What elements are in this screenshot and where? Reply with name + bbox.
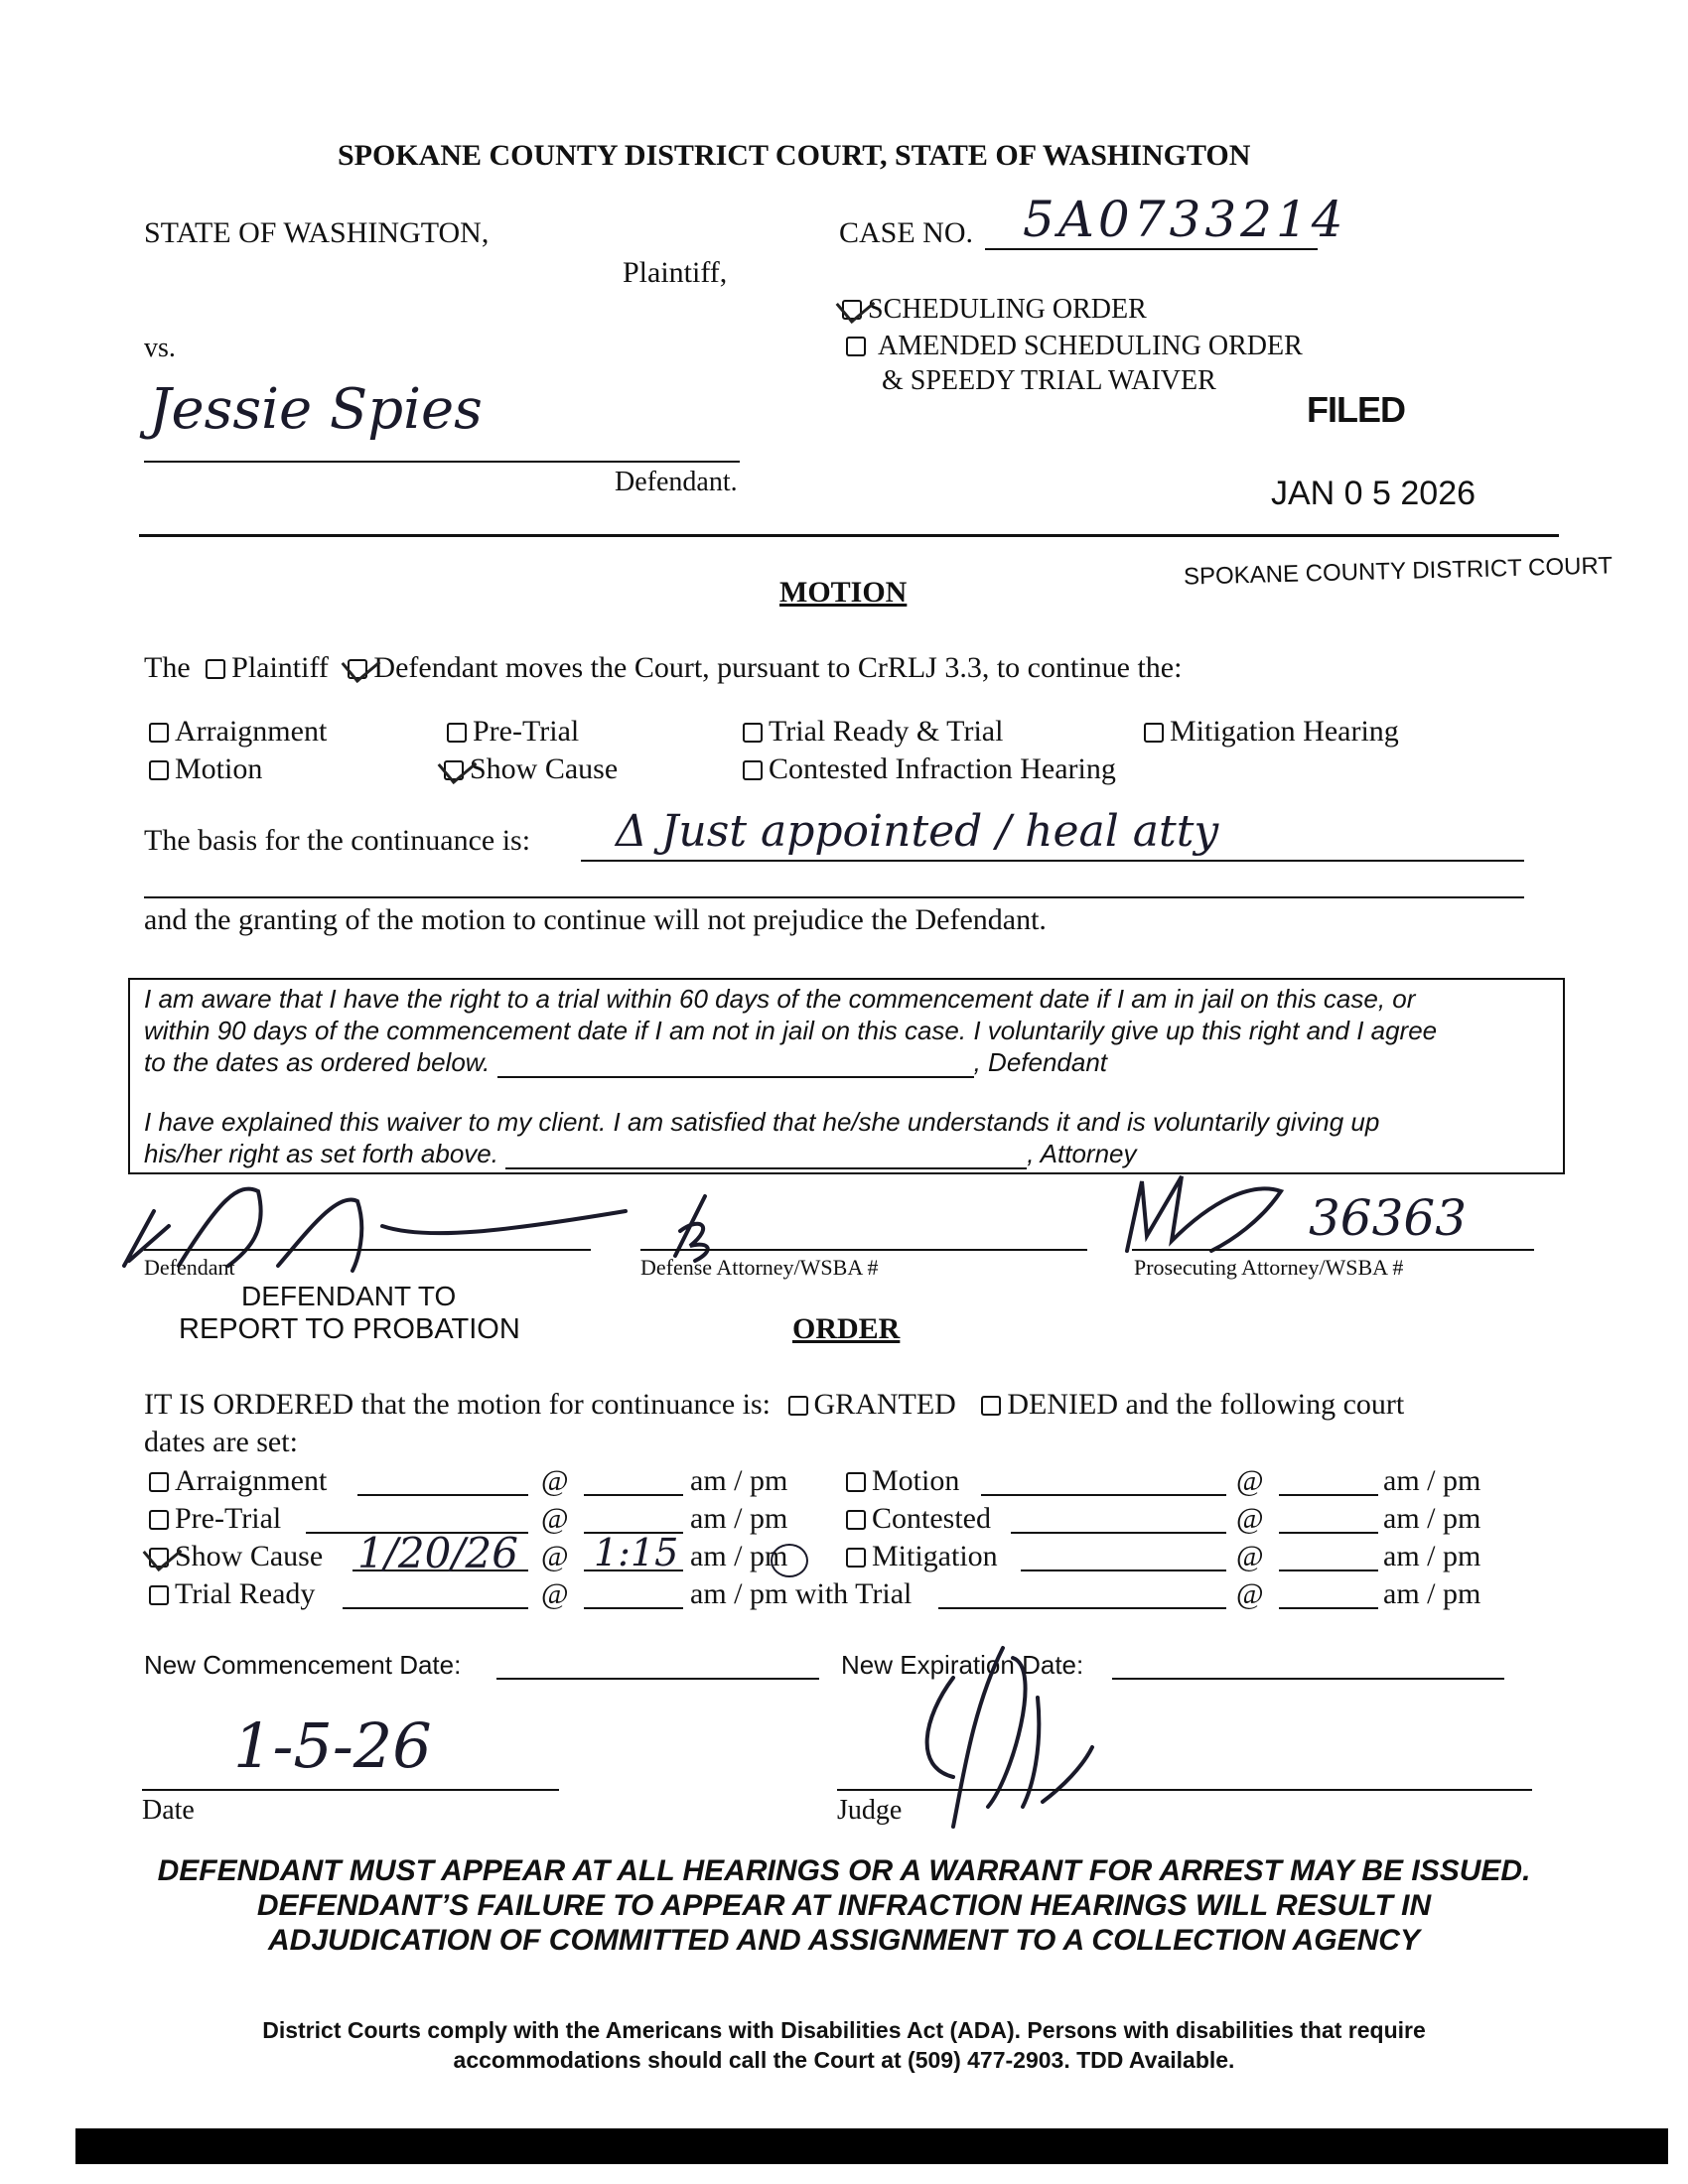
order-row-arraignment (149, 1464, 327, 1498)
warning-line-1: DEFENDANT MUST APPEAR AT ALL HEARINGS OR A WARRANT FOR ARREST MAY BE ISSUED. (157, 1854, 1531, 1887)
order-trial-ready-label: Trial Ready (175, 1577, 316, 1610)
defendant-signature-label: Defendant (144, 1255, 235, 1280)
trial-ready-label: Trial Ready & Trial (769, 715, 1004, 748)
order-row-mitigation (846, 1540, 998, 1573)
motion-party-line (144, 651, 1182, 685)
waiver-attorney-label: , Attorney (1027, 1139, 1137, 1168)
pretrial-at: @ (541, 1502, 569, 1535)
order-row-contested (846, 1502, 991, 1536)
header-divider (139, 534, 1559, 537)
trial-ready-date-line[interactable] (343, 1607, 528, 1609)
mitigation-checkbox[interactable] (1144, 723, 1164, 743)
trial-at: @ (1236, 1577, 1264, 1610)
case-no-label: CASE NO. (839, 216, 974, 249)
trial-date-line[interactable] (938, 1607, 1226, 1609)
order-heading: ORDER (792, 1312, 901, 1345)
new-commencement-label: New Commencement Date: (144, 1650, 462, 1680)
waiver-defendant-label: , Defendant (973, 1047, 1108, 1077)
waiver-line-1: I am aware that I have the right to a trial within 60 days of the commencement date if I am in jail on this case, or (144, 984, 1416, 1014)
show-cause-ampm: am / pm (690, 1540, 788, 1572)
waiver-rights-text: his/her right as set forth above. (144, 1139, 498, 1168)
order-show-cause-label: Show Cause (175, 1540, 324, 1572)
contested-label: Contested Infraction Hearing (769, 752, 1116, 785)
defendant-signature-line (144, 1249, 591, 1251)
order-motion-label: Motion (872, 1464, 960, 1497)
filed-stamp-court: SPOKANE COUNTY DISTRICT COURT (1183, 552, 1614, 591)
order-arraignment-checkbox[interactable] (149, 1472, 169, 1492)
trial-ready-at: @ (541, 1577, 569, 1610)
order-contested-label: Contested (872, 1502, 991, 1535)
ordered-tail: and the following court (1125, 1388, 1405, 1421)
date-line (142, 1789, 559, 1791)
order-row-trial-ready (149, 1577, 315, 1611)
pretrial-checkbox[interactable] (447, 723, 467, 743)
case-no-line (985, 248, 1318, 250)
arraignment-ampm: am / pm (690, 1464, 788, 1497)
option-show-cause (444, 752, 618, 786)
option-arraignment (149, 715, 327, 749)
trial-time-line[interactable] (1279, 1607, 1378, 1609)
show-cause-at: @ (541, 1540, 569, 1572)
defendant-waiver-signature-line[interactable] (497, 1050, 974, 1078)
trial-ready-checkbox[interactable] (743, 723, 763, 743)
granted-checkbox[interactable] (788, 1396, 808, 1416)
new-expiration-line[interactable] (1112, 1678, 1504, 1680)
contested-time-line[interactable] (1279, 1532, 1378, 1534)
order-row-show-cause (149, 1540, 323, 1573)
scheduling-order-option (842, 294, 1147, 326)
option-mitigation (1144, 715, 1399, 749)
plaintiff-role: Plaintiff, (623, 256, 728, 289)
option-pretrial (447, 715, 579, 749)
mitigation-at: @ (1236, 1540, 1264, 1572)
judge-signature (894, 1628, 1152, 1837)
defendant-moves-text: Defendant moves the Court, pursuant to CrRLJ 3.3, to continue the: (373, 651, 1183, 684)
order-trial-ready-checkbox[interactable] (149, 1585, 169, 1605)
plaintiff-checkbox[interactable] (206, 659, 225, 679)
arraignment-at: @ (541, 1464, 569, 1497)
contested-checkbox[interactable] (743, 760, 763, 780)
order-mitigation-label: Mitigation (872, 1540, 998, 1572)
waiver-agree-text: to the dates as ordered below. (144, 1047, 491, 1077)
ada-notice-line-2: accommodations should call the Court at (509) 477-2903. TDD Available. (453, 2047, 1235, 2073)
judge-label: Judge (837, 1795, 903, 1826)
speedy-trial-waiver-label: & SPEEDY TRIAL WAIVER (882, 365, 1216, 396)
basis-line-1 (581, 860, 1524, 862)
waiver-line-2: within 90 days of the commencement date if I am not in jail on this case. I voluntarily give up this right and I agree (144, 1016, 1438, 1045)
plaintiff-name: STATE OF WASHINGTON, (144, 216, 490, 249)
the-word: The (144, 651, 191, 684)
dates-are-set: dates are set: (144, 1426, 298, 1458)
mitigation-date-line[interactable] (1021, 1570, 1226, 1571)
waiver-line-3 (144, 1047, 1107, 1078)
case-no-handwritten: 5A0733214 (1023, 191, 1347, 248)
warning-line-3: ADJUDICATION OF COMMITTED AND ASSIGNMENT TO A COLLECTION AGENCY (268, 1924, 1420, 1957)
basis-label: The basis for the continuance is: (144, 824, 531, 857)
amended-order-checkbox[interactable] (846, 337, 866, 356)
defense-attorney-label: Defense Attorney/WSBA # (640, 1255, 879, 1280)
basis-line-2 (144, 896, 1524, 898)
prosecuting-attorney-signature (1112, 1161, 1311, 1261)
probation-line-1: DEFENDANT TO (241, 1281, 457, 1311)
granted-label: GRANTED (813, 1388, 956, 1421)
order-motion-checkbox[interactable] (846, 1472, 866, 1492)
prosecuting-attorney-line (1132, 1249, 1534, 1251)
mitigation-label: Mitigation Hearing (1170, 715, 1399, 748)
defense-attorney-line (640, 1249, 1087, 1251)
order-mitigation-checkbox[interactable] (846, 1548, 866, 1568)
date-label: Date (142, 1795, 195, 1826)
order-arraignment-label: Arraignment (175, 1464, 328, 1497)
order-pretrial-label: Pre-Trial (175, 1502, 282, 1535)
attorney-waiver-signature-line[interactable] (505, 1142, 1027, 1169)
order-row-motion (846, 1464, 959, 1498)
mitigation-ampm: am / pm (1383, 1540, 1481, 1572)
contested-date-line[interactable] (1011, 1532, 1226, 1534)
scheduling-order-label: SCHEDULING ORDER (868, 294, 1147, 325)
filed-stamp-date: JAN 0 5 2026 (1271, 475, 1477, 512)
contested-ampm: am / pm (1383, 1502, 1481, 1535)
trial-ready-ampm-with-trial: am / pm with Trial (690, 1577, 913, 1610)
arraignment-checkbox[interactable] (149, 723, 169, 743)
defendant-name-line (144, 461, 740, 463)
motion-date-line[interactable] (981, 1494, 1226, 1496)
ordered-text: IT IS ORDERED that the motion for continuance is: (144, 1388, 772, 1421)
motion-heading: MOTION (779, 576, 908, 609)
order-row-pretrial (149, 1502, 281, 1536)
defendant-role: Defendant. (615, 467, 738, 497)
waiver-line-5 (144, 1139, 1137, 1169)
show-cause-time-handwritten: 1:15 (594, 1531, 679, 1574)
amended-order-label: AMENDED SCHEDULING ORDER (878, 331, 1303, 361)
denied-label: DENIED (1007, 1388, 1118, 1421)
motion-at: @ (1236, 1464, 1264, 1497)
trial-ready-time-line[interactable] (584, 1607, 683, 1609)
ada-notice-line-1: District Courts comply with the Americans with Disabilities Act (ADA). Persons with disabilities that require (262, 2017, 1426, 2043)
probation-line-2: REPORT TO PROBATION (179, 1313, 520, 1345)
new-expiration-label: New Expiration Date: (841, 1650, 1084, 1680)
prosecuting-attorney-label: Prosecuting Attorney/WSBA # (1134, 1255, 1404, 1280)
arraignment-date-line[interactable] (357, 1494, 528, 1496)
signed-date-handwritten: 1-5-26 (233, 1709, 432, 1782)
order-contested-checkbox[interactable] (846, 1510, 866, 1530)
option-motion (149, 752, 262, 786)
pm-circle-mark (771, 1544, 808, 1577)
defense-attorney-mark (655, 1186, 735, 1266)
pretrial-ampm: am / pm (690, 1502, 788, 1535)
motion-option-label: Motion (175, 752, 263, 785)
option-contested (743, 752, 1116, 786)
new-commencement-line[interactable] (496, 1678, 819, 1680)
ordered-statement (144, 1388, 1404, 1422)
warning-line-2: DEFENDANT’S FAILURE TO APPEAR AT INFRACTION HEARINGS WILL RESULT IN (256, 1889, 1432, 1922)
versus-label: vs. (144, 333, 176, 363)
motion-time-line[interactable] (1279, 1494, 1378, 1496)
pretrial-label: Pre-Trial (473, 715, 580, 748)
order-show-cause-checkbox[interactable] (149, 1548, 169, 1568)
order-pretrial-checkbox[interactable] (149, 1510, 169, 1530)
defendant-name-handwritten: Jessie Spies (149, 377, 483, 442)
speedy-trial-waiver-box (128, 978, 1565, 1174)
motion-checkbox[interactable] (149, 760, 169, 780)
arraignment-label: Arraignment (175, 715, 328, 748)
contested-at: @ (1236, 1502, 1264, 1535)
mitigation-time-line[interactable] (1279, 1570, 1378, 1571)
prejudice-text: and the granting of the motion to continue will not prejudice the Defendant. (144, 903, 1047, 936)
scan-edge-bar (75, 2128, 1668, 2164)
basis-handwritten: Δ Just appointed / heal atty (616, 806, 1219, 857)
show-cause-checkbox[interactable] (444, 760, 464, 780)
judge-line (837, 1789, 1532, 1791)
amended-order-option (846, 331, 1303, 362)
arraignment-time-line[interactable] (584, 1494, 683, 1496)
motion-ampm: am / pm (1383, 1464, 1481, 1497)
trial-ampm: am / pm (1383, 1577, 1481, 1610)
court-title: SPOKANE COUNTY DISTRICT COURT, STATE OF WASHINGTON (338, 139, 1251, 172)
show-cause-label: Show Cause (470, 752, 619, 785)
plaintiff-label: Plaintiff (231, 651, 329, 684)
defendant-checkbox[interactable] (348, 659, 367, 679)
show-cause-date-handwritten: 1/20/26 (357, 1529, 518, 1577)
denied-checkbox[interactable] (981, 1396, 1001, 1416)
waiver-line-4: I have explained this waiver to my client. I am satisfied that he/she understands it and is voluntarily giving up (144, 1107, 1380, 1137)
filed-stamp: FILED (1307, 389, 1405, 430)
prosecuting-wsba-number: 36363 (1309, 1189, 1468, 1247)
scheduling-order-checkbox[interactable] (842, 300, 862, 320)
option-trial-ready (743, 715, 1003, 749)
